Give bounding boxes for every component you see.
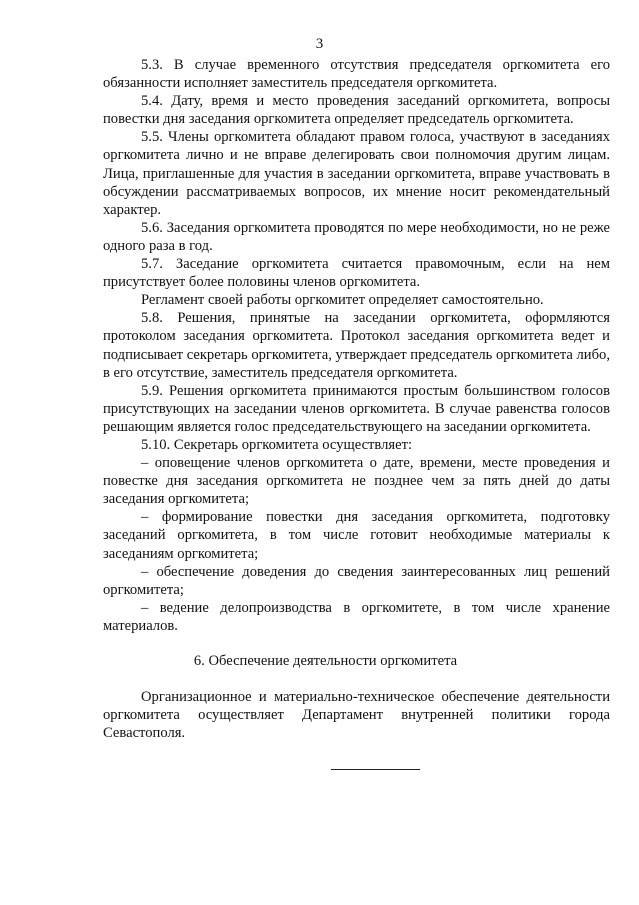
section-6-heading: 6. Обеспечение деятельности оргкомитета [193, 653, 458, 669]
paragraph-5-6: 5.6. Заседания оргкомитета проводятся по мере необходимости, но не реже одного раза в год. [103, 219, 610, 254]
page-number: 3 [315, 36, 324, 52]
paragraph-5-9: 5.9. Решения оргкомитета принимаются простым большинством голосов присутствующих на заседании членов оргкомитета. В случае равенства голосов решающим является голос председательствующего на заседании оргкомитета. [103, 382, 610, 435]
end-divider [331, 769, 420, 770]
paragraph-5-4: 5.4. Дату, время и место проведения заседаний оргкомитета, вопросы повестки дня заседания оргкомитета определяет председатель оргкомитета. [103, 93, 610, 128]
paragraph-5-5: 5.5. Члены оргкомитета обладают правом голоса, участвуют в заседаниях оргкомитета лично и не вправе делегировать свои полномочия другим лицам. Лица, приглашенные для участия в заседании оргкомитета, вправе участвовать в обсуждении рассматриваемых вопросов, их мнение носит рекомендательный характер. [103, 129, 610, 218]
section-5-body [103, 56, 610, 635]
list-item-records: – ведение делопроизводства в оргкомитете, в том числе хранение материалов. [103, 599, 610, 634]
paragraph-5-8: 5.8. Решения, принятые на заседании оргкомитета, оформляются протоколом заседания оргкомитета. Протокол заседания оргкомитета ведет и подписывает секретарь оргкомитета, утверждает председатель оргкомитета либо, в его отсутствие, заместитель председателя оргкомитета. [103, 310, 610, 381]
paragraph-5-10: 5.10. Секретарь оргкомитета осуществляет: [141, 436, 413, 453]
paragraph-5-7: 5.7. Заседание оргкомитета считается правомочным, если на нем присутствует более половины членов оргкомитета. [103, 256, 610, 291]
paragraph-section-6: Организационное и материально-техническое обеспечение деятельности оргкомитета осуществляет Департамент внутренней политики города Севастополя. [103, 689, 610, 742]
list-item-agenda: – формирование повестки дня заседания оргкомитета, подготовку заседаний оргкомитета, в том числе готовит необходимые материалы к заседаниям оргкомитета; [103, 509, 610, 562]
paragraph-5-3: 5.3. В случае временного отсутствия председателя оргкомитета его обязанности исполняет заместитель председателя оргкомитета. [103, 57, 610, 92]
list-item-communication: – обеспечение доведения до сведения заинтересованных лиц решений оргкомитета; [103, 563, 610, 598]
section-6-body [103, 688, 610, 742]
list-item-notification: – оповещение членов оргкомитета о дате, времени, месте проведения и повестке дня заседания оргкомитета не позднее чем за пять дней до даты заседания оргкомитета; [103, 455, 610, 508]
paragraph-regulation: Регламент своей работы оргкомитет определяет самостоятельно. [141, 292, 544, 309]
